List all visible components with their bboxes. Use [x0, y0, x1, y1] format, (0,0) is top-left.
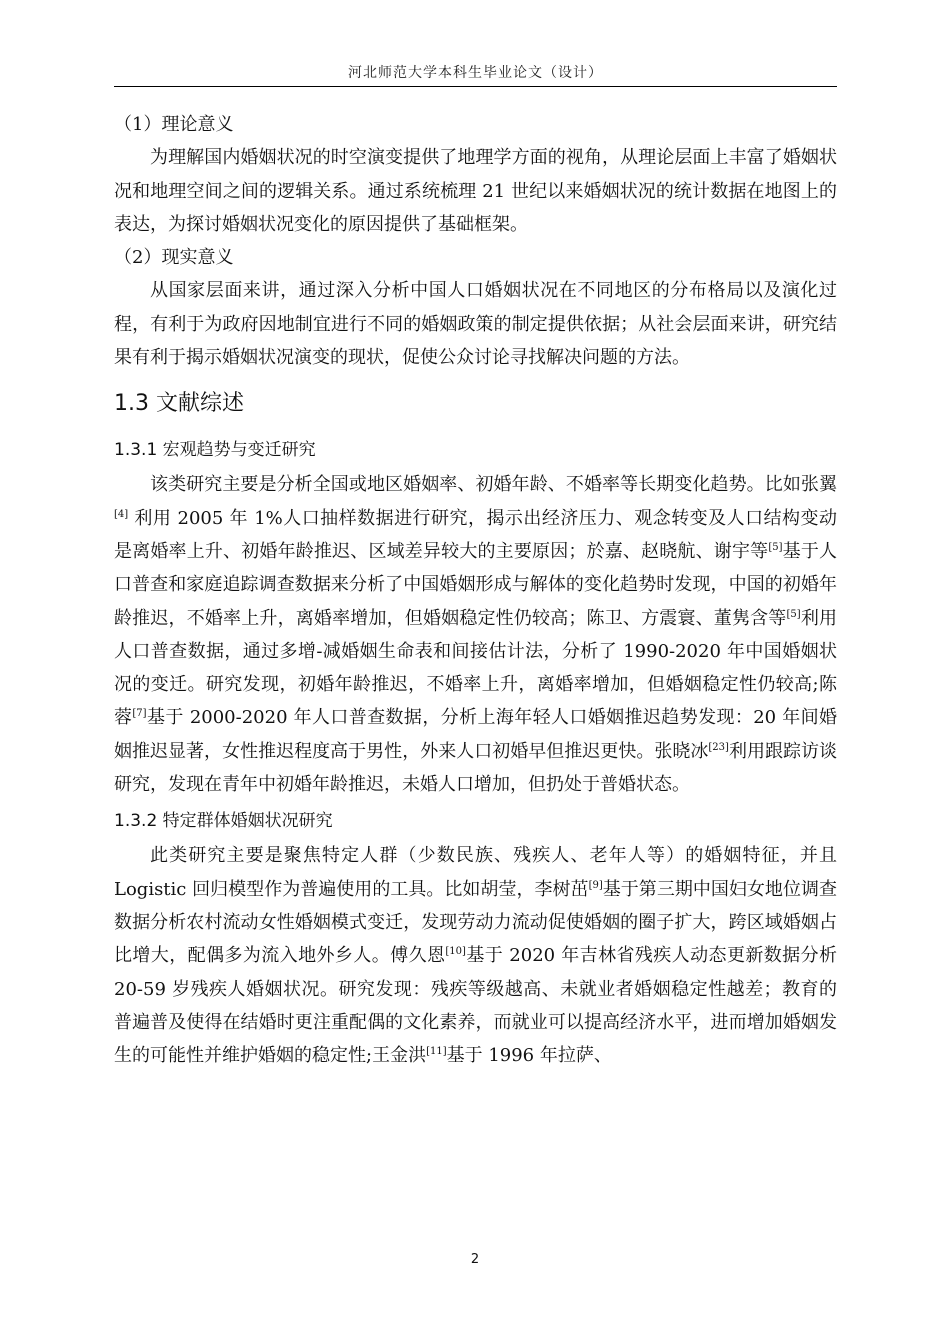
macro-trend-paragraph — [114, 468, 837, 801]
citation: [9] — [588, 879, 603, 891]
text-run: 基于人口普查和家庭追踪调查数据来分析了中国婚姻形成与解体的变化趋势时发现，中国的初婚年龄推迟，不婚率上升，离婚率增加，但婚姻稳定性仍较高；陈卫、方震寰、董隽含等 — [114, 540, 838, 629]
subsection-heading-1-3-1: 1.3.1 宏观趋势与变迁研究 — [114, 440, 316, 461]
text-run: 基于 2020 年吉林省残疾人动态更新数据分析 20-59 岁残疾人婚姻状况。研究发现：残疾等级越高、未就业者婚姻稳定性越差；教育的普遍普及使得在结婚时更注重配偶的文化素养，而就业可以提高经济水平，进而增加婚姻发生的可能性并维护婚姻的稳定性;王金洪 — [114, 945, 837, 1067]
text-run: 利用 2005 年 1%人口抽样数据进行研究，揭示出经济压力、观念转变及人口结构变动是离婚率上升、初婚年龄推迟、区域差异较大的主要原因；於嘉、赵晓航、谢宇等 — [114, 507, 837, 562]
practice-label: （2）现实意义 — [114, 247, 234, 269]
text-run: 基于 2000-2020 年人口普查数据，分析上海年轻人口婚姻推迟趋势发现：20 年间婚姻推迟显著，女性推迟程度高于男性，外来人口初婚早但推迟更快。张晓冰 — [114, 707, 838, 762]
text-run: 利用人口普查数据，通过多增-减婚姻生命表和间接估计法，分析了 1990-2020 年中国婚姻状况的变迁。研究发现，初婚年龄推迟，不婚率上升，离婚率增加，但婚姻稳定性仍较高;陈蓉 — [114, 607, 838, 729]
citation: [10] — [445, 946, 466, 958]
citation: [23] — [708, 741, 729, 753]
page-body — [114, 108, 837, 1072]
text-run: 基于 1996 年拉萨、 — [446, 1045, 612, 1067]
citation: [11] — [426, 1046, 447, 1058]
header-rule — [114, 86, 837, 87]
citation: [4] — [114, 508, 129, 520]
text-run: 利用跟踪访谈研究，发现在青年中初婚年龄推迟，未婚人口增加，但扔处于普婚状态。 — [114, 740, 838, 796]
citation: [7] — [132, 708, 147, 720]
subsection-heading-1-3-2: 1.3.2 特定群体婚姻状况研究 — [114, 811, 333, 832]
text-run: 基于第三期中国妇女地位调查数据分析农村流动女性婚姻模式变迁，发现劳动力流动促使婚姻的圈子扩大，跨区域婚姻占比增大，配偶多为流入地外乡人。傅久恩 — [114, 878, 837, 967]
text-run: 此类研究主要是聚焦特定人群（少数民族、残疾人、老年人等）的婚姻特征，并且 Logistic 回归模型作为普遍使用的工具。比如胡莹，李树茁 — [114, 845, 837, 900]
running-header: 河北师范大学本科生毕业论文（设计） — [348, 65, 603, 81]
theory-label: （1）理论意义 — [114, 114, 234, 135]
text-run: 该类研究主要是分析全国或地区婚姻率、初婚年龄、不婚率等长期变化趋势。比如张翼 — [150, 474, 837, 496]
practice-paragraph: 从国家层面来讲，通过深入分析中国人口婚姻状况在不同地区的分布格局以及演化过程，有利于为政府因地制宜进行不同的婚姻政策的制定提供依据；从社会层面来讲，研究结果有利于揭示婚姻状况演变的现状，促使公众讨论寻找解决问题的方法。 — [114, 280, 837, 369]
page-number: 2 — [470, 1252, 480, 1267]
section-heading-1-3: 1.3 文献综述 — [114, 391, 244, 417]
specific-group-paragraph — [114, 839, 837, 1072]
citation: [5] — [786, 608, 801, 620]
citation: [5] — [768, 541, 783, 553]
theory-paragraph: 为理解国内婚姻状况的时空演变提供了地理学方面的视角，从理论层面上丰富了婚姻状况和地理空间之间的逻辑关系。通过系统梳理 21 世纪以来婚姻状况的统计数据在地图上的表达，为探讨婚姻状况变化的原因提供了基础框架。 — [114, 147, 837, 235]
